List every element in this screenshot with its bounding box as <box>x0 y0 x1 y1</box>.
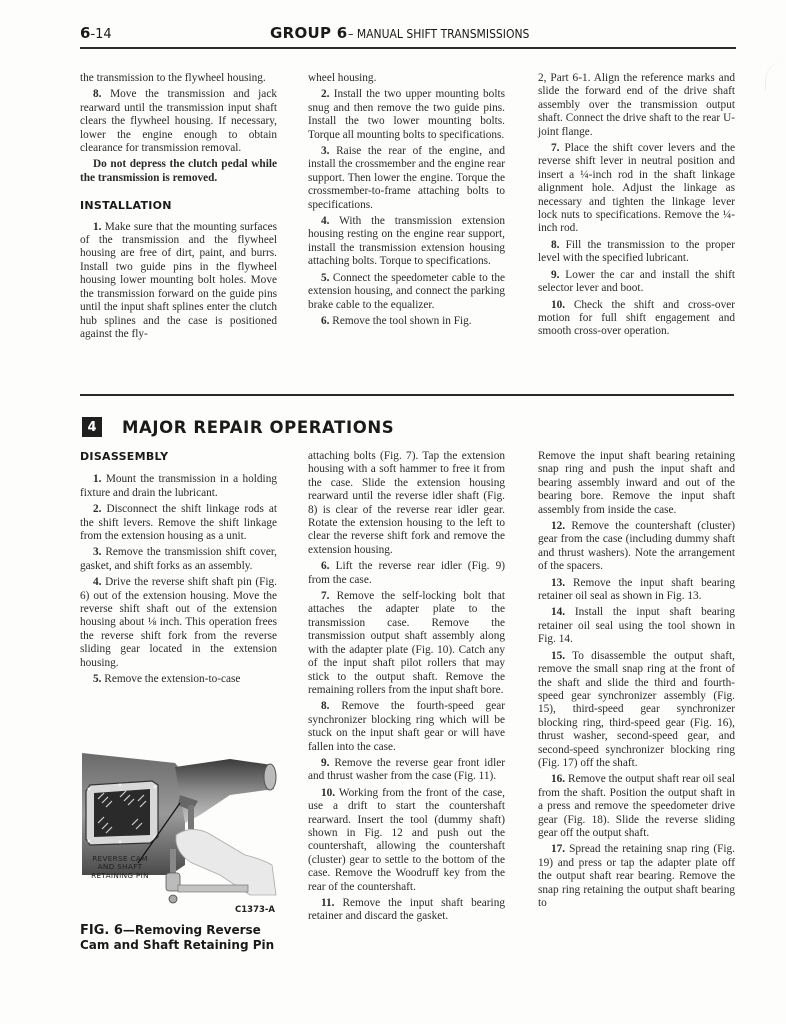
disassembly-step-15: 15. To disassemble the output shaft, remove the small snap ring at the front of the shaft and slide the third and fourth-speed gear synchronizer assembly (Fig. 15), third-speed gear synchronizer blocking ring, third-speed gear (Fig. 16), thrust washer, second-speed gear, and second-speed synchronizer blocking ring (Fig. 17) off the shaft. <box>538 649 735 769</box>
disassembly-step-11: 11. Remove the input shaft bearing retainer and discard the gasket. <box>308 897 505 923</box>
warning-note: Do not depress the clutch pedal while the transmission is removed. <box>80 158 277 184</box>
disassembly-step-9: 9. Remove the reverse gear front idler and thrust washer from the case (Fig. 11). <box>308 756 505 783</box>
bottom-column-1 <box>80 448 277 690</box>
disassembly-step-14: 14. Install the input shaft bearing retainer oil seal using the tool shown in Fig. 14. <box>538 606 735 646</box>
disassembly-step-17: 17. Spread the retaining snap ring (Fig. 19) and press or tap the adapter plate off the output shaft rear bearing. Remove the snap ring retaining the output shaft bearing to <box>538 843 735 909</box>
install-step-1: 1. Make sure that the mounting surfaces of the transmission and the flywheel housing are free of dirt, paint, and burrs. Install two guide pins in the flywheel housing lower mounting bolt holes. Move the transmission forward on the guide pins until the input shaft splines enter the clutch hub splines and the case is positioned against the fly- <box>80 220 277 340</box>
disassembly-heading: DISASSEMBLY <box>80 450 169 463</box>
bottom-column-3 <box>538 450 735 913</box>
install-step-10: 10. Check the shift and cross-over motion for full shift engagement and smooth cross-over operation. <box>538 298 735 338</box>
disassembly-step-16: 16. Remove the output shaft rear oil seal from the shaft. Position the output shaft in a press and remove the speedometer drive gear (Fig. 18). Slide the reverse sliding gear off the output shaft. <box>538 773 735 839</box>
disassembly-step-7: 7. Remove the self-locking bolt that attaches the adapter plate to the transmission case. Remove the transmission output shaft assembly along with the adapter plate (Fig. 10). Catch any of the input shaft pilot rollers that may stick to the output shaft. Remove the remaining rollers from the input shaft bore. <box>308 590 505 696</box>
disassembly-step-8: 8. Remove the fourth-speed gear synchronizer blocking ring which will be stuck on the input shaft gear or will have fallen into the case. <box>308 700 505 753</box>
figure-6-illustration <box>80 745 280 917</box>
disassembly-step-5: 5. Remove the extension-to-case <box>93 673 241 686</box>
disassembly-step-3: 3. Remove the transmission shift cover, gasket, and shift forks as an assembly. <box>80 546 277 572</box>
install-step-3: 3. Raise the rear of the engine, and install the crossmember and the engine rear support. Then lower the engine. Torque the crossmember-to-frame attaching bolts to specifications. <box>308 145 505 211</box>
page-corner-mark <box>765 60 786 90</box>
top-column-2 <box>308 72 505 331</box>
step-8: 8. Move the transmission and jack rearward until the transmission input shaft clears the flywheel housing. If necessary, lower the engine enough to obtain clearance for transmission removal. <box>80 88 277 155</box>
page-number: 6-14 <box>80 24 112 42</box>
install-step-2: 2. Install the two upper mounting bolts snug and then remove the two guide pins. Install the two lower mounting bolts. Torque all mounting bolts to specifications. <box>308 88 505 141</box>
paragraph: 2, Part 6-1. Align the reference marks and slide the forward end of the drive shaft assembly over the transmission output shaft. Connect the drive shaft to the rear U-joint flange. <box>538 72 735 138</box>
install-step-7: 7. Place the shift cover levers and the reverse shift lever in neutral position and insert a ¼-inch rod in the shaft linkage alignment hole. Adjust the linkage as necessary and tighten the linkage lever lock nuts to specifications. Remove the ¼-inch rod. <box>538 142 735 235</box>
section-rule <box>80 394 734 396</box>
transmission-photo-icon <box>80 745 280 917</box>
disassembly-step-13: 13. Remove the input shaft bearing retainer oil seal as shown in Fig. 13. <box>538 576 735 603</box>
section-heading <box>82 415 394 439</box>
section-title: MAJOR REPAIR OPERATIONS <box>122 417 395 437</box>
group-subtitle: – MANUAL SHIFT TRANSMISSIONS <box>347 27 529 41</box>
install-step-9: 9. Lower the car and install the shift selector lever and boot. <box>538 268 735 295</box>
paragraph: attaching bolts (Fig. 7). Tap the extension housing with a soft hammer to free it from the case. Slide the extension housing rearward until the reverse idler shaft (Fig. 8) is clear of the reverse rear idler gear. Rotate the extension housing to the left to clear the reverse shift fork and remove the extension housing. <box>308 450 505 556</box>
install-step-5: 5. Connect the speedometer cable to the extension housing, and connect the parking brake cable to the equalizer. <box>308 271 505 311</box>
paragraph: wheel housing. <box>308 72 377 84</box>
disassembly-step-1: 1. Mount the transmission in a holding fixture and drain the lubricant. <box>80 473 277 499</box>
install-step-8: 8. Fill the transmission to the proper level with the specified lubricant. <box>538 238 735 265</box>
install-step-6: 6. Remove the tool shown in Fig. <box>321 314 472 327</box>
paragraph: the transmission to the flywheel housing. <box>80 72 266 84</box>
installation-heading: INSTALLATION <box>80 199 172 213</box>
group-title: GROUP 6– MANUAL SHIFT TRANSMISSIONS <box>270 24 529 42</box>
figure-caption: FIG. 6—Removing Reverse Cam and Shaft Retaining Pin <box>80 923 275 952</box>
header-rule <box>80 47 736 49</box>
install-step-4: 4. With the transmission extension housing resting on the engine rear support, install the transmission extension housing attaching bolts. Torque to specifications. <box>308 215 505 268</box>
paragraph: Remove the input shaft bearing retaining snap ring and push the input shaft and bearing assembly inward and out of the bearing bore. Remove the input shaft assembly from inside the case. <box>538 450 735 516</box>
disassembly-step-2: 2. Disconnect the shift linkage rods at the shift levers. Remove the shift linkage from the extension housing as a unit. <box>80 503 277 543</box>
figure-code: C1373-A <box>235 905 276 915</box>
disassembly-step-10: 10. Working from the front of the case, use a drift to start the countershaft rearward. Insert the tool (dummy shaft) shown in Fig. 12 and push out the countershaft, allowing the countershaft (cluster) gear to settle to the bottom of the case. Remove the Woodruff key from the rear of the countershaft. <box>308 786 505 893</box>
disassembly-step-6: 6. Lift the reverse rear idler (Fig. 9) from the case. <box>308 560 505 586</box>
disassembly-step-4: 4. Drive the reverse shift shaft pin (Fig. 6) out of the extension housing. Move the reverse shift shaft out of the extension housing about ⅛ inch. This operation frees the reverse shift fork from the reverse sliding gear located in the extension housing. <box>80 576 277 669</box>
bottom-column-2 <box>308 450 505 927</box>
section-number-badge: 4 <box>82 417 102 437</box>
figure-callout-label: REVERSE CAM AND SHAFT RETAINING PIN <box>91 854 149 880</box>
top-column-3 <box>538 72 735 342</box>
page-header <box>80 24 736 46</box>
disassembly-step-12: 12. Remove the countershaft (cluster) gear from the case (including dummy shaft and thrust washers). Note the arrangement of the spacers. <box>538 520 735 573</box>
top-column-1 <box>80 72 277 344</box>
